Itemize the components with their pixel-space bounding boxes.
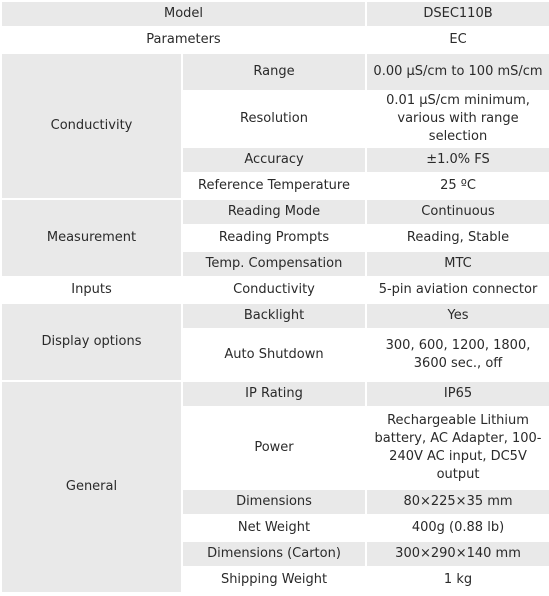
reading-mode-label: Reading Mode [182,199,366,225]
temp-comp-value: MTC [366,251,549,277]
range-label: Range [182,53,366,91]
dimensions-carton-value: 300×290×140 mm [366,541,549,567]
net-weight-value: 400g (0.88 lb) [366,515,549,541]
table-row [1,381,549,407]
table-row [1,199,549,225]
net-weight-label: Net Weight [182,515,366,541]
backlight-value: Yes [366,303,549,329]
shipping-weight-label: Shipping Weight [182,567,366,593]
shipping-weight-value: 1 kg [366,567,549,593]
temp-comp-label: Temp. Compensation [182,251,366,277]
auto-shutdown-label: Auto Shutdown [182,329,366,381]
power-label: Power [182,407,366,489]
power-value: Rechargeable Lithium battery, AC Adapter, 100-240V AC input, DC5V output [366,407,549,489]
model-label: Model [1,1,366,27]
reading-prompts-label: Reading Prompts [182,225,366,251]
dimensions-value: 80×225×35 mm [366,489,549,515]
table-row [1,53,549,91]
resolution-label: Resolution [182,91,366,147]
table-row [1,277,549,303]
model-value: DSEC110B [366,1,549,27]
auto-shutdown-value: 300, 600, 1200, 1800, 3600 sec., off [366,329,549,381]
parameters-label: Parameters [1,27,366,53]
table-row [1,27,549,53]
inputs-conductivity-value: 5-pin aviation connector [366,277,549,303]
resolution-value: 0.01 µS/cm minimum, various with range selection [366,91,549,147]
table-row [1,1,549,27]
group-display-options: Display options [1,303,182,381]
dimensions-label: Dimensions [182,489,366,515]
ref-temp-label: Reference Temperature [182,173,366,199]
ref-temp-value: 25 ºC [366,173,549,199]
ip-rating-label: IP Rating [182,381,366,407]
range-value: 0.00 µS/cm to 100 mS/cm [366,53,549,91]
group-general: General [1,381,182,593]
reading-prompts-value: Reading, Stable [366,225,549,251]
table-row [1,303,549,329]
parameters-value: EC [366,27,549,53]
reading-mode-value: Continuous [366,199,549,225]
dimensions-carton-label: Dimensions (Carton) [182,541,366,567]
group-inputs: Inputs [1,277,182,303]
group-conductivity: Conductivity [1,53,182,199]
group-measurement: Measurement [1,199,182,277]
inputs-conductivity-label: Conductivity [182,277,366,303]
backlight-label: Backlight [182,303,366,329]
ip-rating-value: IP65 [366,381,549,407]
accuracy-value: ±1.0% FS [366,147,549,173]
accuracy-label: Accuracy [182,147,366,173]
